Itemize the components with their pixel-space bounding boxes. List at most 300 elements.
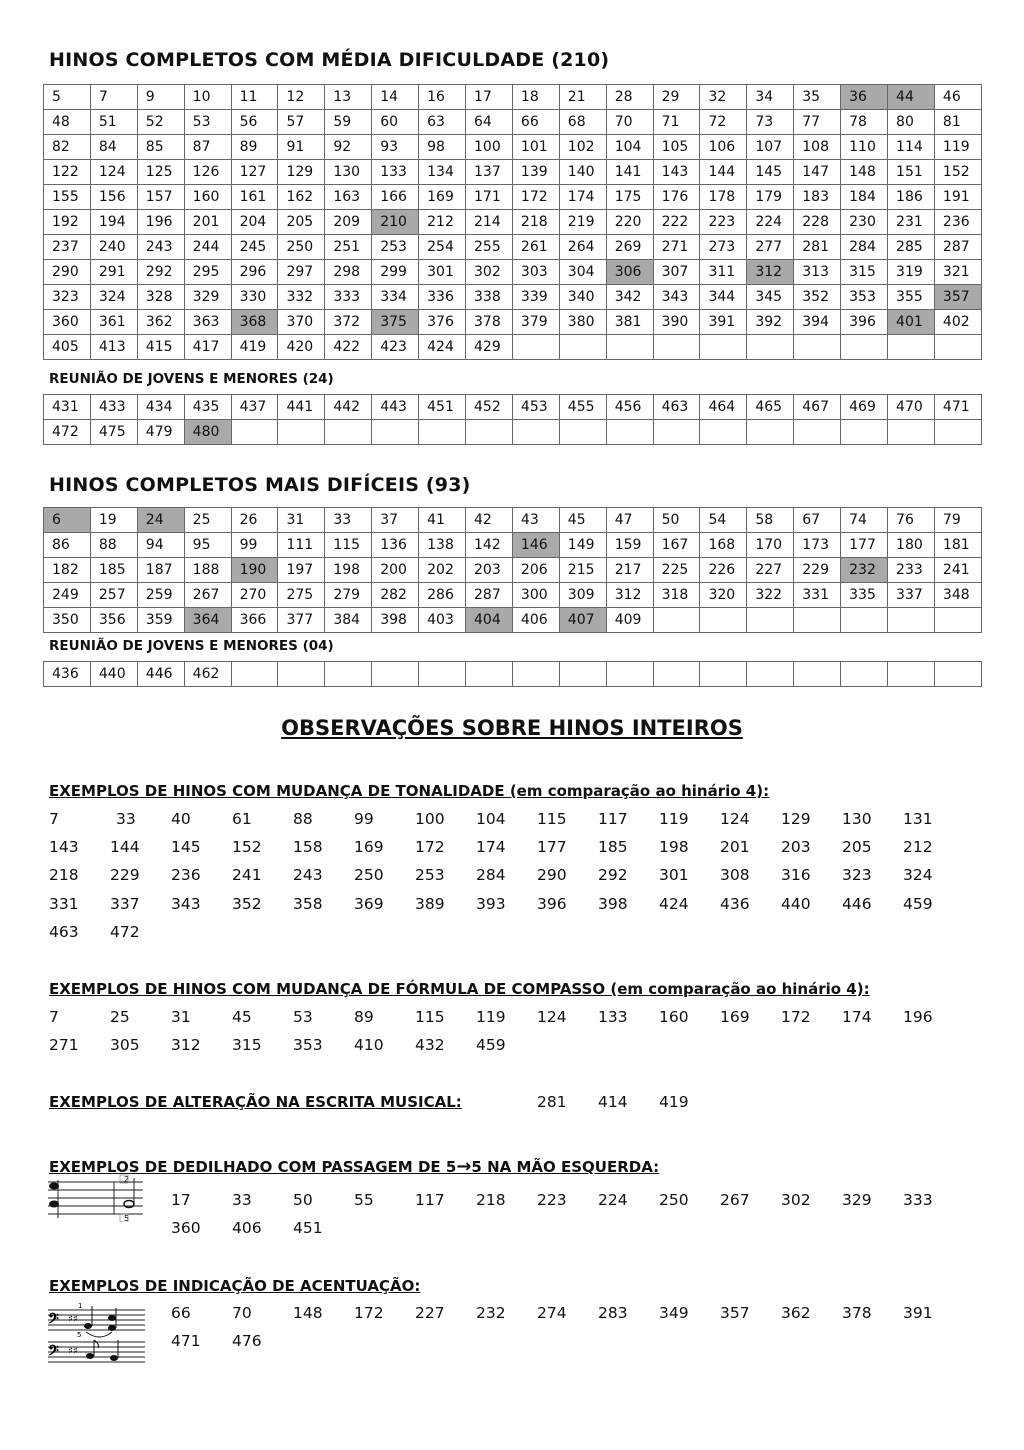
number-row bbox=[0, 1191, 1024, 1217]
hymn-cell: 56 bbox=[231, 110, 278, 135]
hymn-cell bbox=[888, 608, 935, 633]
hymn-cell: 24 bbox=[137, 508, 184, 533]
number-row bbox=[0, 923, 1024, 949]
hymn-cell: 172 bbox=[512, 185, 559, 210]
hymn-cell: 180 bbox=[888, 533, 935, 558]
hymn-number: 130 bbox=[842, 810, 872, 828]
hymn-cell: 299 bbox=[372, 260, 419, 285]
hymn-number: 88 bbox=[293, 810, 313, 828]
hymn-cell: 11 bbox=[231, 85, 278, 110]
hymn-cell: 178 bbox=[700, 185, 747, 210]
hymn-number: 419 bbox=[659, 1093, 689, 1111]
hymn-number: 227 bbox=[415, 1304, 445, 1322]
hymn-cell: 250 bbox=[278, 235, 325, 260]
hymn-cell: 331 bbox=[794, 583, 841, 608]
hymn-cell: 434 bbox=[137, 395, 184, 420]
hymn-number: 218 bbox=[476, 1191, 506, 1209]
hymn-cell: 215 bbox=[559, 558, 606, 583]
hymn-cell: 45 bbox=[559, 508, 606, 533]
hymn-cell: 115 bbox=[325, 533, 372, 558]
hymn-cell: 237 bbox=[44, 235, 91, 260]
hymn-cell: 137 bbox=[466, 160, 513, 185]
hymn-cell: 175 bbox=[606, 185, 653, 210]
hymn-cell: 281 bbox=[794, 235, 841, 260]
hymn-cell: 451 bbox=[419, 395, 466, 420]
hymn-cell: 236 bbox=[934, 210, 981, 235]
hard-table bbox=[43, 507, 982, 633]
hymn-number: 89 bbox=[354, 1008, 374, 1026]
hymn-cell: 287 bbox=[466, 583, 513, 608]
hymn-number: 451 bbox=[293, 1219, 323, 1238]
hymn-cell: 302 bbox=[466, 260, 513, 285]
hymn-cell: 46 bbox=[934, 85, 981, 110]
hymn-cell: 159 bbox=[606, 533, 653, 558]
hymn-cell bbox=[841, 335, 888, 360]
hymn-cell: 151 bbox=[888, 160, 935, 185]
hymn-cell: 93 bbox=[372, 135, 419, 160]
hymn-number: 353 bbox=[293, 1036, 323, 1055]
hymn-number: 40 bbox=[171, 810, 191, 828]
hymn-cell: 290 bbox=[44, 260, 91, 285]
hymn-number: 169 bbox=[354, 838, 384, 857]
hymn-cell: 343 bbox=[653, 285, 700, 310]
hymn-cell bbox=[419, 420, 466, 445]
table-row bbox=[44, 85, 982, 110]
hymn-cell: 161 bbox=[231, 185, 278, 210]
section-title-hard: HINOS COMPLETOS MAIS DIFÍCEIS (93) bbox=[49, 474, 471, 496]
hymn-cell bbox=[934, 420, 981, 445]
hymn-cell: 146 bbox=[512, 533, 559, 558]
hymn-cell: 401 bbox=[888, 310, 935, 335]
hymn-cell: 182 bbox=[44, 558, 91, 583]
hymn-cell: 133 bbox=[372, 160, 419, 185]
hymn-cell bbox=[606, 420, 653, 445]
hymn-cell: 95 bbox=[184, 533, 231, 558]
hymn-cell: 36 bbox=[841, 85, 888, 110]
hymn-cell: 205 bbox=[278, 210, 325, 235]
hymn-number: 389 bbox=[415, 894, 445, 913]
hymn-number: 308 bbox=[720, 866, 750, 885]
hymn-number: 212 bbox=[903, 838, 933, 857]
hymn-cell: 188 bbox=[184, 558, 231, 583]
hymn-cell: 230 bbox=[841, 210, 888, 235]
hymn-cell: 5 bbox=[44, 85, 91, 110]
hymn-cell: 437 bbox=[231, 395, 278, 420]
number-row bbox=[0, 1008, 1024, 1034]
svg-text:𝄢: 𝄢 bbox=[48, 1343, 59, 1363]
hymn-cell: 271 bbox=[653, 235, 700, 260]
hymn-cell: 253 bbox=[372, 235, 419, 260]
hymn-cell: 240 bbox=[90, 235, 137, 260]
hymn-number: 100 bbox=[415, 810, 445, 828]
hymn-cell: 79 bbox=[934, 508, 981, 533]
hymn-cell: 413 bbox=[90, 335, 137, 360]
hymn-cell: 433 bbox=[90, 395, 137, 420]
hymn-cell: 210 bbox=[372, 210, 419, 235]
table-row bbox=[44, 533, 982, 558]
table-row bbox=[44, 260, 982, 285]
hymn-cell: 372 bbox=[325, 310, 372, 335]
hymn-cell: 231 bbox=[888, 210, 935, 235]
hymn-cell: 320 bbox=[700, 583, 747, 608]
hymn-number: 25 bbox=[110, 1008, 130, 1026]
hymn-cell bbox=[372, 420, 419, 445]
hymn-number: 117 bbox=[415, 1191, 445, 1209]
hymn-cell: 480 bbox=[184, 420, 231, 445]
hymn-number: 406 bbox=[232, 1219, 262, 1238]
hymn-number: 119 bbox=[659, 810, 689, 828]
hymn-number: 337 bbox=[110, 894, 140, 913]
hymn-cell: 259 bbox=[137, 583, 184, 608]
hymn-cell: 147 bbox=[794, 160, 841, 185]
hymn-cell: 54 bbox=[700, 508, 747, 533]
hymn-cell: 81 bbox=[934, 110, 981, 135]
hymn-number: 323 bbox=[842, 866, 872, 885]
hymn-cell: 187 bbox=[137, 558, 184, 583]
hymn-cell: 190 bbox=[231, 558, 278, 583]
hymn-cell bbox=[934, 608, 981, 633]
hymn-cell bbox=[559, 662, 606, 687]
hymn-cell: 324 bbox=[90, 285, 137, 310]
hymn-cell: 228 bbox=[794, 210, 841, 235]
hymn-cell: 19 bbox=[90, 508, 137, 533]
hymn-number: 198 bbox=[659, 838, 689, 857]
fingering-title-suffix: 5 NA MÃO ESQUERDA: bbox=[471, 1158, 660, 1176]
hymn-cell: 390 bbox=[653, 310, 700, 335]
hymn-number: 357 bbox=[720, 1304, 750, 1322]
hymn-number: 440 bbox=[781, 894, 811, 913]
hymn-cell: 31 bbox=[278, 508, 325, 533]
hymn-cell: 286 bbox=[419, 583, 466, 608]
hymn-cell bbox=[231, 662, 278, 687]
table-row bbox=[44, 395, 982, 420]
hymn-cell: 134 bbox=[419, 160, 466, 185]
hymn-number: 203 bbox=[781, 838, 811, 857]
number-row bbox=[0, 866, 1024, 892]
hymn-cell: 152 bbox=[934, 160, 981, 185]
hymn-cell: 88 bbox=[90, 533, 137, 558]
hymn-cell: 360 bbox=[44, 310, 91, 335]
hymn-cell: 70 bbox=[606, 110, 653, 135]
hymn-cell: 68 bbox=[559, 110, 606, 135]
hymn-cell: 89 bbox=[231, 135, 278, 160]
hymn-number: 232 bbox=[476, 1304, 506, 1322]
hymn-number: 360 bbox=[171, 1219, 201, 1238]
hymn-cell: 297 bbox=[278, 260, 325, 285]
hymn-cell: 368 bbox=[231, 310, 278, 335]
hymn-cell: 41 bbox=[419, 508, 466, 533]
hymn-cell: 44 bbox=[888, 85, 935, 110]
hymn-cell bbox=[606, 335, 653, 360]
hymn-cell: 475 bbox=[90, 420, 137, 445]
hymn-cell: 101 bbox=[512, 135, 559, 160]
hymn-cell: 186 bbox=[888, 185, 935, 210]
hymn-number: 201 bbox=[720, 838, 750, 857]
hymn-cell: 12 bbox=[278, 85, 325, 110]
hymn-cell: 203 bbox=[466, 558, 513, 583]
hymn-cell: 330 bbox=[231, 285, 278, 310]
hymn-cell bbox=[466, 420, 513, 445]
hymn-cell: 217 bbox=[606, 558, 653, 583]
hymn-cell: 452 bbox=[466, 395, 513, 420]
hymn-cell: 177 bbox=[841, 533, 888, 558]
hymn-cell: 37 bbox=[372, 508, 419, 533]
hymn-cell: 245 bbox=[231, 235, 278, 260]
hymn-cell: 348 bbox=[934, 583, 981, 608]
hymn-cell: 442 bbox=[325, 395, 372, 420]
hymn-cell: 375 bbox=[372, 310, 419, 335]
hymn-cell bbox=[747, 335, 794, 360]
hymn-cell: 127 bbox=[231, 160, 278, 185]
hymn-number: 432 bbox=[415, 1036, 445, 1055]
hymn-cell: 443 bbox=[372, 395, 419, 420]
hymn-cell bbox=[559, 335, 606, 360]
hymn-number: 398 bbox=[598, 894, 628, 913]
hymn-cell: 17 bbox=[466, 85, 513, 110]
hymn-cell: 225 bbox=[653, 558, 700, 583]
hymn-cell: 376 bbox=[419, 310, 466, 335]
subsection-title-youth-medium: REUNIÃO DE JOVENS E MENORES (24) bbox=[49, 371, 334, 387]
hymn-number: 133 bbox=[598, 1008, 628, 1026]
hymn-number: 117 bbox=[598, 810, 628, 828]
hymn-cell: 336 bbox=[419, 285, 466, 310]
hymn-cell: 13 bbox=[325, 85, 372, 110]
hymn-cell: 337 bbox=[888, 583, 935, 608]
hymn-cell: 379 bbox=[512, 310, 559, 335]
hymn-cell: 87 bbox=[184, 135, 231, 160]
hymn-cell bbox=[888, 420, 935, 445]
hymn-cell: 311 bbox=[700, 260, 747, 285]
hymn-cell: 340 bbox=[559, 285, 606, 310]
hymn-cell: 73 bbox=[747, 110, 794, 135]
hymn-cell: 198 bbox=[325, 558, 372, 583]
hymn-cell: 303 bbox=[512, 260, 559, 285]
hymn-cell: 409 bbox=[606, 608, 653, 633]
hymn-cell bbox=[841, 662, 888, 687]
hymn-number: 115 bbox=[537, 810, 567, 828]
hymn-number: 185 bbox=[598, 838, 628, 857]
meter-title: EXEMPLOS DE HINOS COM MUDANÇA DE FÓRMULA DE COMPASSO (em comparação ao hinário 4): bbox=[49, 980, 870, 998]
hymn-cell bbox=[794, 662, 841, 687]
hymn-cell bbox=[841, 608, 888, 633]
hymn-cell bbox=[559, 420, 606, 445]
hymn-cell: 404 bbox=[466, 608, 513, 633]
hymn-cell: 435 bbox=[184, 395, 231, 420]
hymn-cell: 285 bbox=[888, 235, 935, 260]
hymn-cell: 91 bbox=[278, 135, 325, 160]
hymn-cell: 322 bbox=[747, 583, 794, 608]
hymn-cell: 86 bbox=[44, 533, 91, 558]
hymn-cell: 318 bbox=[653, 583, 700, 608]
hymn-number: 50 bbox=[293, 1191, 313, 1209]
hymn-number: 424 bbox=[659, 894, 689, 913]
hymn-number: 148 bbox=[293, 1304, 323, 1322]
hymn-cell: 136 bbox=[372, 533, 419, 558]
table-row bbox=[44, 285, 982, 310]
hymn-number: 7 bbox=[49, 810, 59, 828]
hymn-cell: 58 bbox=[747, 508, 794, 533]
number-row bbox=[0, 1036, 1024, 1062]
hymn-cell bbox=[325, 662, 372, 687]
hymn-cell: 184 bbox=[841, 185, 888, 210]
hymn-number: 463 bbox=[49, 922, 79, 941]
hymn-cell: 277 bbox=[747, 235, 794, 260]
hymn-cell: 446 bbox=[137, 662, 184, 687]
hymn-number: 281 bbox=[537, 1093, 567, 1111]
hymn-number: 172 bbox=[354, 1304, 384, 1322]
svg-text:5: 5 bbox=[124, 1214, 130, 1222]
hymn-cell: 359 bbox=[137, 608, 184, 633]
hymn-cell: 301 bbox=[419, 260, 466, 285]
hymn-cell: 43 bbox=[512, 508, 559, 533]
hymn-cell: 14 bbox=[372, 85, 419, 110]
hymn-cell: 279 bbox=[325, 583, 372, 608]
table-row bbox=[44, 310, 982, 335]
hymn-cell: 306 bbox=[606, 260, 653, 285]
hymn-number: 471 bbox=[171, 1332, 201, 1351]
hymn-cell: 377 bbox=[278, 608, 325, 633]
hymn-cell: 183 bbox=[794, 185, 841, 210]
hymn-cell bbox=[278, 662, 325, 687]
hymn-cell: 361 bbox=[90, 310, 137, 335]
hymn-cell: 233 bbox=[888, 558, 935, 583]
hymn-cell: 98 bbox=[419, 135, 466, 160]
hymn-cell: 47 bbox=[606, 508, 653, 533]
hymn-number: 129 bbox=[781, 810, 811, 828]
hymn-cell: 166 bbox=[372, 185, 419, 210]
hymn-number: 446 bbox=[842, 894, 872, 913]
hymn-cell: 455 bbox=[559, 395, 606, 420]
hymn-number: 7 bbox=[49, 1008, 59, 1026]
hymn-cell: 100 bbox=[466, 135, 513, 160]
hymn-cell: 202 bbox=[419, 558, 466, 583]
table-row bbox=[44, 608, 982, 633]
hymn-cell: 335 bbox=[841, 583, 888, 608]
table-row bbox=[44, 335, 982, 360]
hymn-cell: 392 bbox=[747, 310, 794, 335]
hymn-cell: 398 bbox=[372, 608, 419, 633]
hymn-cell: 157 bbox=[137, 185, 184, 210]
hymn-cell: 16 bbox=[419, 85, 466, 110]
hymn-cell: 291 bbox=[90, 260, 137, 285]
subsection-title-youth-hard: REUNIÃO DE JOVENS E MENORES (04) bbox=[49, 638, 334, 654]
hymn-cell: 261 bbox=[512, 235, 559, 260]
hymn-cell bbox=[888, 335, 935, 360]
hymn-cell bbox=[231, 420, 278, 445]
hymn-cell: 32 bbox=[700, 85, 747, 110]
hymn-cell: 462 bbox=[184, 662, 231, 687]
hymn-cell bbox=[794, 608, 841, 633]
table-row bbox=[44, 420, 982, 445]
hymn-cell: 34 bbox=[747, 85, 794, 110]
hymn-cell: 194 bbox=[90, 210, 137, 235]
hymn-cell: 403 bbox=[419, 608, 466, 633]
youth-medium-table bbox=[43, 394, 982, 445]
hymn-cell: 315 bbox=[841, 260, 888, 285]
hymn-cell: 312 bbox=[606, 583, 653, 608]
hymn-cell: 130 bbox=[325, 160, 372, 185]
hymn-cell: 226 bbox=[700, 558, 747, 583]
hymn-cell: 53 bbox=[184, 110, 231, 135]
number-row bbox=[0, 1304, 1024, 1330]
hymn-cell bbox=[934, 662, 981, 687]
hymn-cell: 232 bbox=[841, 558, 888, 583]
hymn-cell: 333 bbox=[325, 285, 372, 310]
hymn-number: 250 bbox=[659, 1191, 689, 1209]
hymn-number: 284 bbox=[476, 866, 506, 885]
table-row bbox=[44, 210, 982, 235]
table-row bbox=[44, 135, 982, 160]
hymn-cell: 80 bbox=[888, 110, 935, 135]
hymn-cell: 218 bbox=[512, 210, 559, 235]
hymn-cell bbox=[653, 335, 700, 360]
hymn-number: 174 bbox=[842, 1008, 872, 1026]
hymn-number: 324 bbox=[903, 866, 933, 885]
hymn-cell: 456 bbox=[606, 395, 653, 420]
hymn-number: 436 bbox=[720, 894, 750, 913]
hymn-cell: 162 bbox=[278, 185, 325, 210]
hymn-cell bbox=[512, 662, 559, 687]
hymn-cell: 48 bbox=[44, 110, 91, 135]
hymn-cell: 352 bbox=[794, 285, 841, 310]
hymn-number: 124 bbox=[537, 1008, 567, 1026]
hymn-cell: 328 bbox=[137, 285, 184, 310]
hymn-cell: 179 bbox=[747, 185, 794, 210]
hymn-cell: 419 bbox=[231, 335, 278, 360]
hymn-cell: 366 bbox=[231, 608, 278, 633]
hymn-cell: 241 bbox=[934, 558, 981, 583]
hymn-number: 241 bbox=[232, 866, 262, 885]
hymn-cell: 74 bbox=[841, 508, 888, 533]
hymn-number: 305 bbox=[110, 1036, 140, 1055]
hymn-cell: 99 bbox=[231, 533, 278, 558]
hymn-cell: 415 bbox=[137, 335, 184, 360]
hymn-number: 459 bbox=[903, 894, 933, 913]
hymn-cell: 125 bbox=[137, 160, 184, 185]
hymn-cell: 255 bbox=[466, 235, 513, 260]
hymn-cell: 396 bbox=[841, 310, 888, 335]
hymn-cell: 249 bbox=[44, 583, 91, 608]
hymn-cell: 209 bbox=[325, 210, 372, 235]
hymn-cell: 472 bbox=[44, 420, 91, 445]
hymn-cell: 52 bbox=[137, 110, 184, 135]
hymn-cell bbox=[419, 662, 466, 687]
hymn-cell: 323 bbox=[44, 285, 91, 310]
hymn-number: 410 bbox=[354, 1036, 384, 1055]
hymn-cell: 174 bbox=[559, 185, 606, 210]
hymn-cell: 264 bbox=[559, 235, 606, 260]
hymn-cell: 155 bbox=[44, 185, 91, 210]
hymn-cell: 479 bbox=[137, 420, 184, 445]
hymn-number: 343 bbox=[171, 894, 201, 913]
hymn-number: 290 bbox=[537, 866, 567, 885]
hymn-number: 250 bbox=[354, 866, 384, 885]
hymn-number: 459 bbox=[476, 1036, 506, 1055]
hymn-cell: 21 bbox=[559, 85, 606, 110]
hymn-cell: 440 bbox=[90, 662, 137, 687]
hymn-cell: 342 bbox=[606, 285, 653, 310]
hymn-cell: 381 bbox=[606, 310, 653, 335]
svg-text:♯♯: ♯♯ bbox=[68, 1346, 78, 1357]
hymn-cell bbox=[794, 420, 841, 445]
hymn-cell: 28 bbox=[606, 85, 653, 110]
svg-text:5: 5 bbox=[77, 1331, 82, 1339]
hymn-cell: 469 bbox=[841, 395, 888, 420]
hymn-number: 144 bbox=[110, 838, 140, 857]
hymn-cell: 126 bbox=[184, 160, 231, 185]
hymn-cell bbox=[747, 420, 794, 445]
hymn-number: 253 bbox=[415, 866, 445, 885]
